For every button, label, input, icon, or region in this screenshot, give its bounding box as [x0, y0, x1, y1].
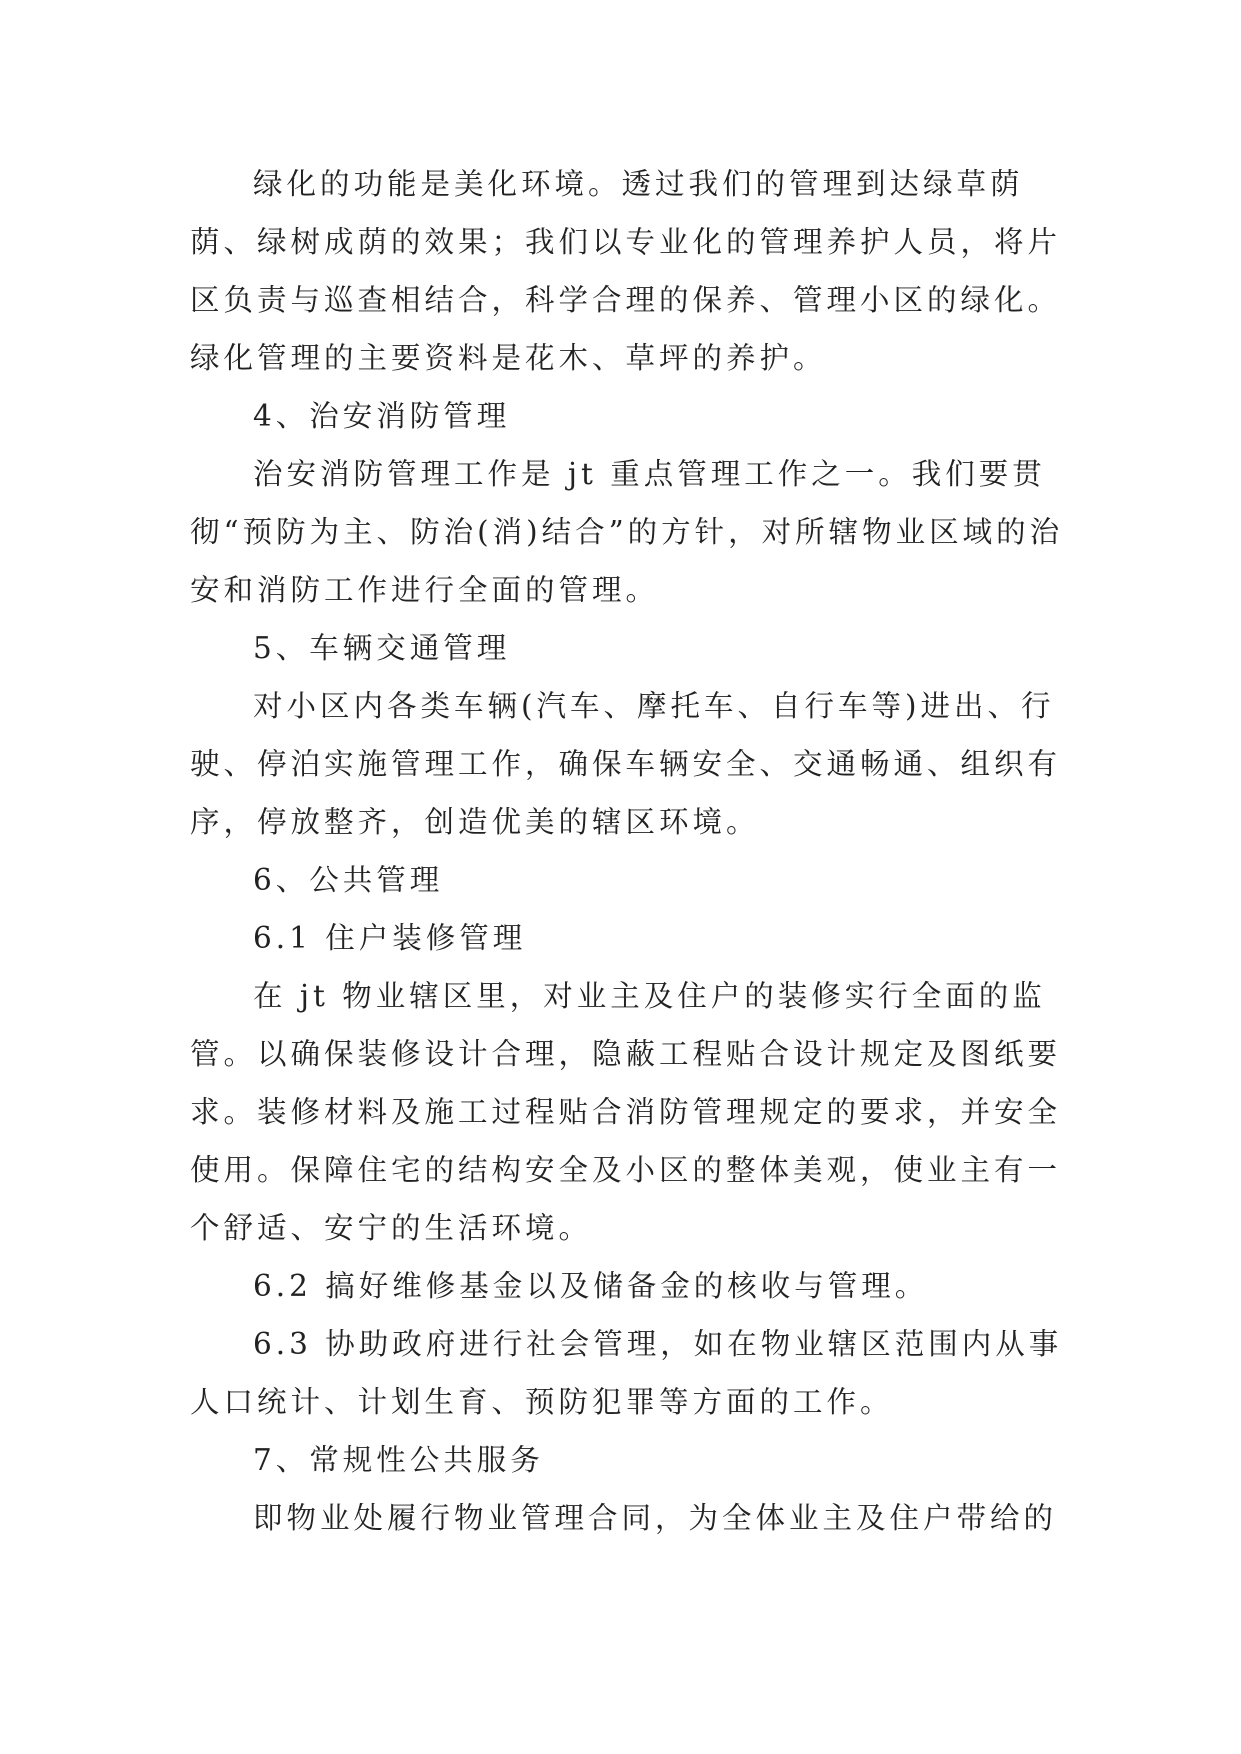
heading-renovation-management: 6.1 住户装修管理 — [253, 921, 527, 955]
paragraph-vehicle-traffic: 对小区内各类车辆(汽车、摩托车、自行车等)进出、行驶、停泊实施管理工作，确保车辆安全、交通畅通、组织有序，停放整齐，创造优美的辖区环境。 — [190, 689, 1062, 839]
paragraph-routine-public-service: 即物业处履行物业管理合同，为全体业主及住户带给的 — [253, 1501, 1058, 1535]
heading-public-management: 6、公共管理 — [253, 863, 444, 897]
paragraph-social-management: 6.3 协助政府进行社会管理，如在物业辖区范围内从事人口统计、计划生育、预防犯罪等方面的工作。 — [190, 1327, 1063, 1419]
heading-security-fire: 4、治安消防管理 — [253, 399, 511, 433]
paragraph-greening: 绿化的功能是美化环境。透过我们的管理到达绿草荫荫、绿树成荫的效果；我们以专业化的管理养护人员，将片区负责与巡查相结合，科学合理的保养、管理小区的绿化。绿化管理的主要资料是花木、草坪的养护。 — [190, 167, 1062, 375]
paragraph-renovation-management: 在 jt 物业辖区里，对业主及住户的装修实行全面的监管。以确保装修设计合理，隐蔽工程贴合设计规定及图纸要求。装修材料及施工过程贴合消防管理规定的要求，并安全使用。保障住宅的结构安全及小区的整体美观，使业主有一个舒适、安宁的生活环境。 — [190, 979, 1062, 1245]
paragraph-security-fire: 治安消防管理工作是 jt 重点管理工作之一。我们要贯彻“预防为主、防治(消)结合”的方针，对所辖物业区域的治安和消防工作进行全面的管理。 — [190, 457, 1064, 607]
paragraph-maintenance-fund: 6.2 搞好维修基金以及储备金的核收与管理。 — [253, 1269, 929, 1303]
heading-vehicle-traffic: 5、车辆交通管理 — [253, 631, 511, 665]
document-body — [190, 155, 1090, 1547]
heading-routine-public-service: 7、常规性公共服务 — [253, 1443, 544, 1477]
